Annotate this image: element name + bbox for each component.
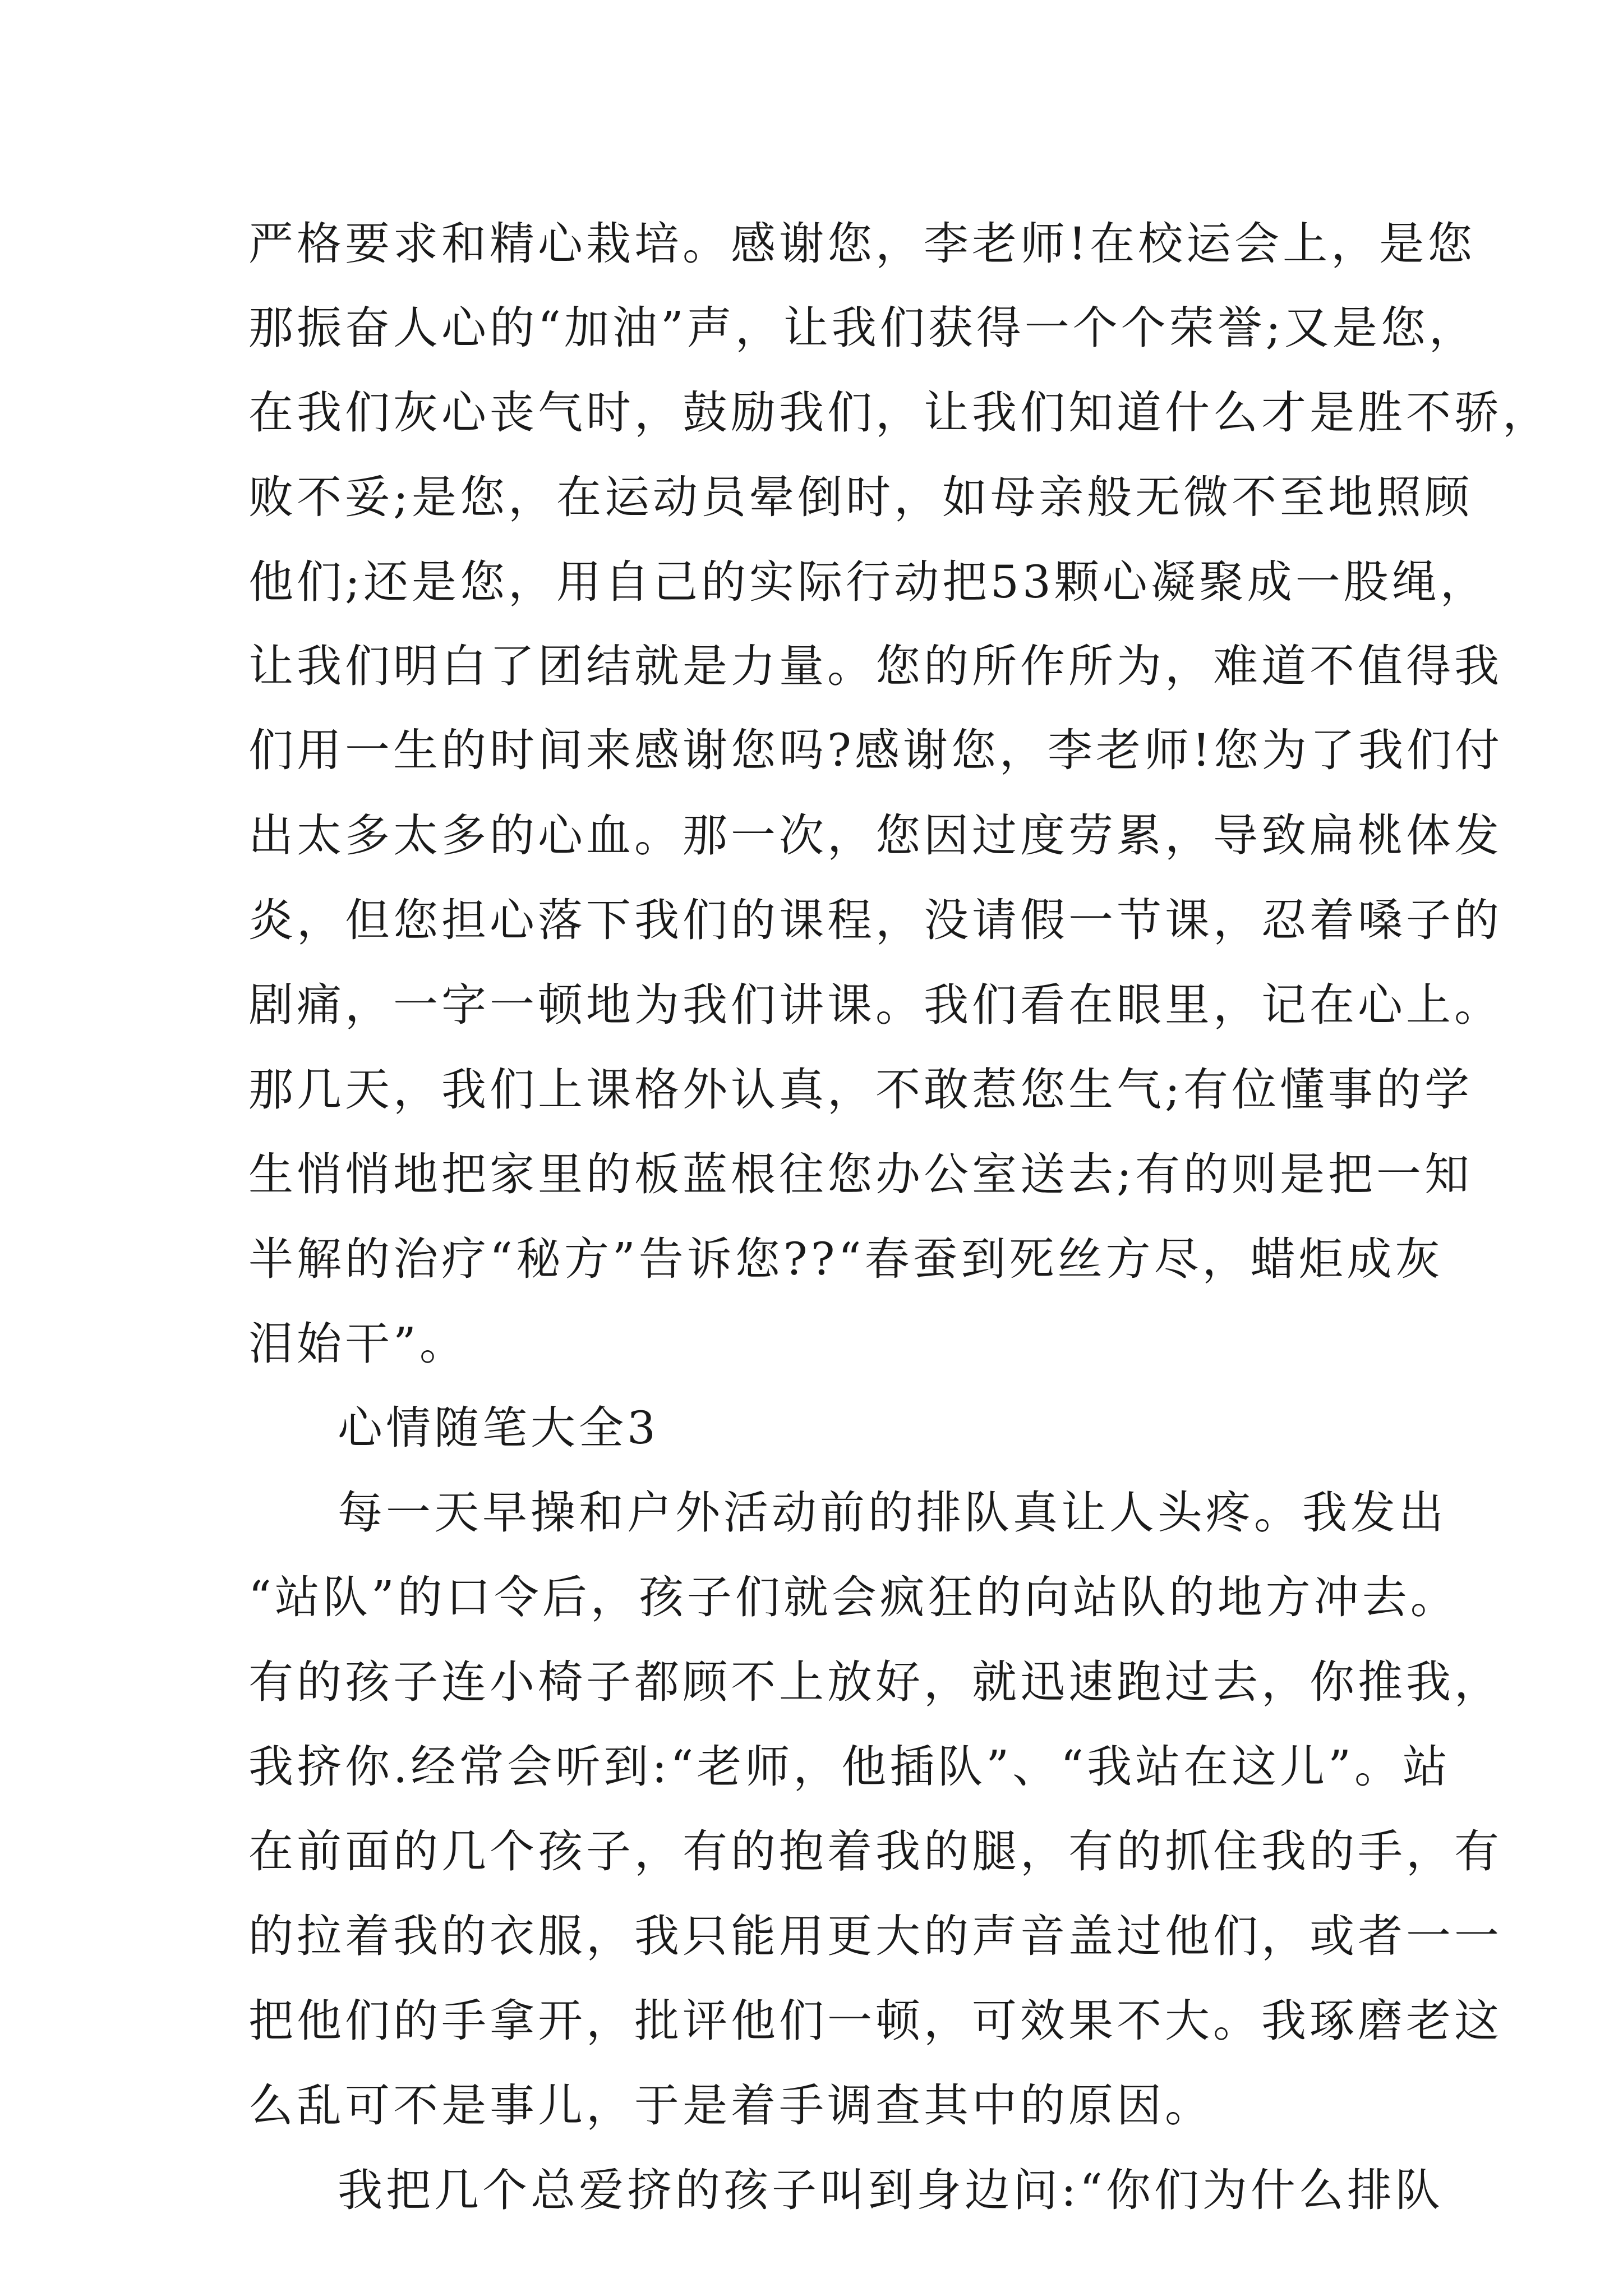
section-heading: 心情随笔大全3 xyxy=(338,1402,659,1454)
paragraph-2-line-7: 把他们的手拿开，批评他们一顿，可效果不大。我琢磨老这 xyxy=(248,1995,1502,2047)
paragraph-1-line-10: 剧痛，一字一顿地为我们讲课。我们看在眼里，记在心上。 xyxy=(248,979,1502,1031)
paragraph-1-line-14: 泪始干”。 xyxy=(248,1318,468,1370)
paragraph-2-line-5: 在前面的几个孩子，有的抱着我的腿，有的抓住我的手，有 xyxy=(248,1825,1502,1878)
paragraph-2-line-1: 每一天早操和户外活动前的排队真让人头疼。我发出 xyxy=(338,1487,1447,1539)
paragraph-1-line-12: 生悄悄地把家里的板蓝根往您办公室送去;有的则是把一知 xyxy=(248,1148,1473,1200)
paragraph-1-line-7: 们用一生的时间来感谢您吗?感谢您，李老师!您为了我们付 xyxy=(248,724,1504,776)
paragraph-2-line-2: “站队”的口令后，孩子们就会疯狂的向站队的地方冲去。 xyxy=(248,1571,1459,1623)
paragraph-3-line-1: 我把几个总爱挤的孩子叫到身边问:“你们为什么排队 xyxy=(338,2164,1444,2216)
paragraph-1-line-1: 严格要求和精心栽培。感谢您，李老师!在校运会上，是您 xyxy=(248,218,1476,270)
paragraph-2-line-8: 么乱可不是事儿，于是着手调查其中的原因。 xyxy=(248,2079,1213,2132)
paragraph-1-line-13: 半解的治疗“秘方”告诉您??“春蚕到死丝方尽，蜡炬成灰 xyxy=(248,1233,1444,1285)
paragraph-1-line-4: 败不妥;是您，在运动员晕倒时，如母亲般无微不至地照顾 xyxy=(248,471,1473,523)
paragraph-2-line-3: 有的孩子连小椅子都顾不上放好，就迅速跑过去，你推我， xyxy=(248,1656,1502,1708)
paragraph-1-line-11: 那几天，我们上课格外认真，不敢惹您生气;有位懂事的学 xyxy=(248,1064,1473,1116)
paragraph-1-line-3: 在我们灰心丧气时，鼓励我们，让我们知道什么才是胜不骄， xyxy=(248,386,1551,439)
paragraph-2-line-4: 我挤你.经常会听到:“老师，他插队”、“我站在这儿”。站 xyxy=(248,1741,1451,1793)
paragraph-1-line-6: 让我们明白了团结就是力量。您的所作所为，难道不值得我 xyxy=(248,640,1502,692)
paragraph-1-line-8: 出太多太多的心血。那一次，您因过度劳累，导致扁桃体发 xyxy=(248,809,1502,862)
paragraph-1-line-2: 那振奋人心的“加油”声，让我们获得一个个荣誉;又是您， xyxy=(248,302,1477,354)
paragraph-2-line-6: 的拉着我的衣服，我只能用更大的声音盖过他们，或者一一 xyxy=(248,1910,1502,1962)
paragraph-1-line-9: 炎，但您担心落下我们的课程，没请假一节课，忍着嗓子的 xyxy=(248,894,1502,946)
paragraph-1-line-5: 他们;还是您，用自己的实际行动把53颗心凝聚成一股绳， xyxy=(248,556,1488,608)
